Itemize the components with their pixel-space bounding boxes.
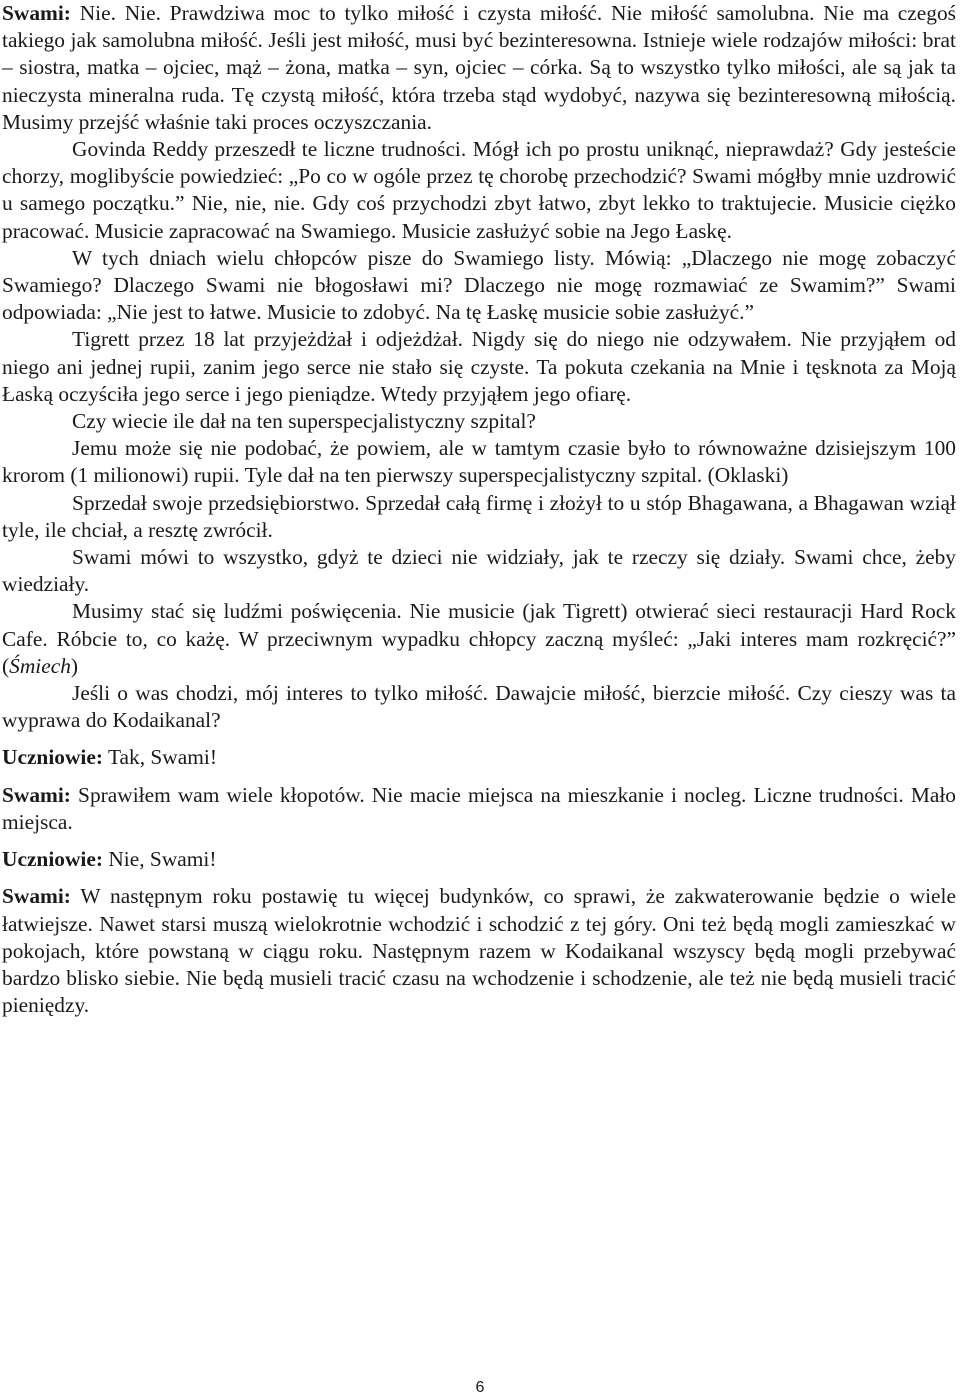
paragraph-text: W tych dniach wielu chłopców pisze do Swamiego listy. Mówią: „Dlaczego nie mogę zobaczyć Swamiego? Dlaczego Swami nie błogosławi mi? Dlaczego nie mogę rozmawiać ze Swamim?” Swami odpowiada: „Nie jest to łatwe. Musicie to zdobyć. Na tę Łaskę musicie sobie zasłużyć.” — [2, 245, 956, 325]
paragraph-sold-company — [2, 490, 956, 544]
paragraph-letters — [2, 245, 956, 327]
paragraph-text: Swami mówi to wszystko, gdyż te dzieci nie widziały, jak te rzeczy się działy. Swami chce, żeby wiedziały. — [2, 545, 956, 597]
speaker-label: Swami: — [2, 1, 71, 25]
paragraph-text: Sprawiłem wam wiele kłopotów. Nie macie miejsca na mieszkanie i nocleg. Liczne trudności. Mało miejsca. — [2, 782, 956, 834]
paragraph-text: Jemu może się nie podobać, że powiem, ale w tamtym czasie było to równoważne dzisiejszym 100 krorom (1 milionowi) rupii. Tyle dał na ten pierwszy superspecjalistyczny szpital. (Oklaski) — [2, 436, 956, 488]
paragraph-swami-troubles — [2, 782, 956, 836]
paragraph-sacrifice — [2, 598, 956, 680]
paragraph-text: Nie. Nie. Prawdziwa moc to tylko miłość i czysta miłość. Nie miłość samolubna. Nie ma czegoś takiego jak samolubna miłość. Jeśli jest miłość, musi być bezinteresowna. Istnieje wiele rodzajów miłości: brat – siostra, matka – ojciec, mąż – żona, matka – syn, ojciec – córka. Są to wszystko tylko miłości, ale są jak ta nieczysta mineralna ruda. Tę czystą miłość, która trzeba stąd wydobyć, nazywa się bezinteresowną miłością. Musimy przejść właśnie taki proces oczyszczania. — [2, 1, 956, 134]
paragraph-text: W następnym roku postawię tu więcej budynków, co sprawi, że zakwaterowanie będzie o wiele łatwiejsze. Nawet starsi muszą wielokrotnie wchodzić i schodzić z tej góry. Oni też będą mogli zamieszkać w pokojach, które powstaną w ciągu roku. Następnym razem w Kodaikanal wszyscy będą mogli przebywać bardzo blisko siebie. Nie będą musieli tracić czasu na wchodzenie i schodzenie, ale też nie będą musieli tracić pieniędzy. — [2, 884, 956, 1018]
paragraph-hospital-question — [2, 408, 956, 435]
page-number: 6 — [475, 1379, 485, 1396]
paragraph-students-reply-2 — [2, 846, 956, 873]
paragraph-text: Jeśli o was chodzi, mój interes to tylko miłość. Dawajcie miłość, bierzcie miłość. Czy cieszy was ta wyprawa do Kodaikanal? — [2, 681, 956, 733]
paragraph-tigrett — [2, 326, 956, 408]
paragraph-hospital-donation — [2, 435, 956, 489]
laughter-note: Śmiech — [9, 653, 71, 678]
paragraph-text: ) — [70, 653, 79, 678]
paragraph-govinda-reddy — [2, 136, 956, 245]
paragraph-text: Czy wiecie ile dał na ten superspecjalistyczny szpital? — [72, 409, 536, 434]
speaker-label: Swami: — [2, 782, 71, 807]
paragraph-students-reply-1 — [2, 744, 956, 771]
speaker-label: Uczniowie: — [2, 745, 103, 770]
paragraph-text: Nie, Swami! — [108, 847, 217, 872]
paragraph-text: Tigrett przez 18 lat przyjeżdżał i odjeżdżał. Nigdy się do niego nie odzywałem. Nie przyjąłem od niego ani jednej rupii, zanim jego serce nie stało się czyste. Ta pokuta czekania na Mnie i tęsknota za Moją Łaską oczyściła jego serce i jego pieniądze. Wtedy przyjąłem jego ofiarę. — [2, 327, 956, 406]
paragraph-swami-buildings — [2, 883, 956, 1019]
paragraph-swami-pure-love — [2, 0, 956, 136]
paragraph-text: Musimy stać się ludźmi poświęcenia. Nie musicie (jak Tigrett) otwierać sieci restauracji Hard Rock Cafe. Róbcie to, co każę. W przeciwnym wypadku chłopcy zaczną myśleć: „Jaki interes mam rozkręcić?” ( — [2, 599, 956, 678]
speaker-label: Swami: — [2, 884, 71, 909]
paragraph-text: Govinda Reddy przeszedł te liczne trudności. Mógł ich po prostu uniknąć, nieprawdaż? Gdy jesteście chorzy, moglibyście powiedzieć: „Po co w ogóle przez tę chorobę przechodzić? Swami mógłby mnie uzdrowić u samego początku.” Nie, nie, nie. Gdy coś przychodzi zbyt łatwo, zbyt lekko to traktujecie. Musicie ciężko pracować. Musicie zapracować na Swamiego. Musicie zasłużyć sobie na Jego Łaskę. — [2, 137, 956, 243]
speaker-label: Uczniowie: — [2, 847, 103, 872]
paragraph-children-know — [2, 544, 956, 598]
paragraph-business-love — [2, 680, 956, 734]
paragraph-text: Tak, Swami! — [107, 745, 217, 770]
paragraph-text: Sprzedał swoje przedsiębiorstwo. Sprzedał całą firmę i złożył to u stóp Bhagawana, a Bhagawan wziął tyle, ile chciał, a resztę zwrócił. — [2, 490, 956, 542]
